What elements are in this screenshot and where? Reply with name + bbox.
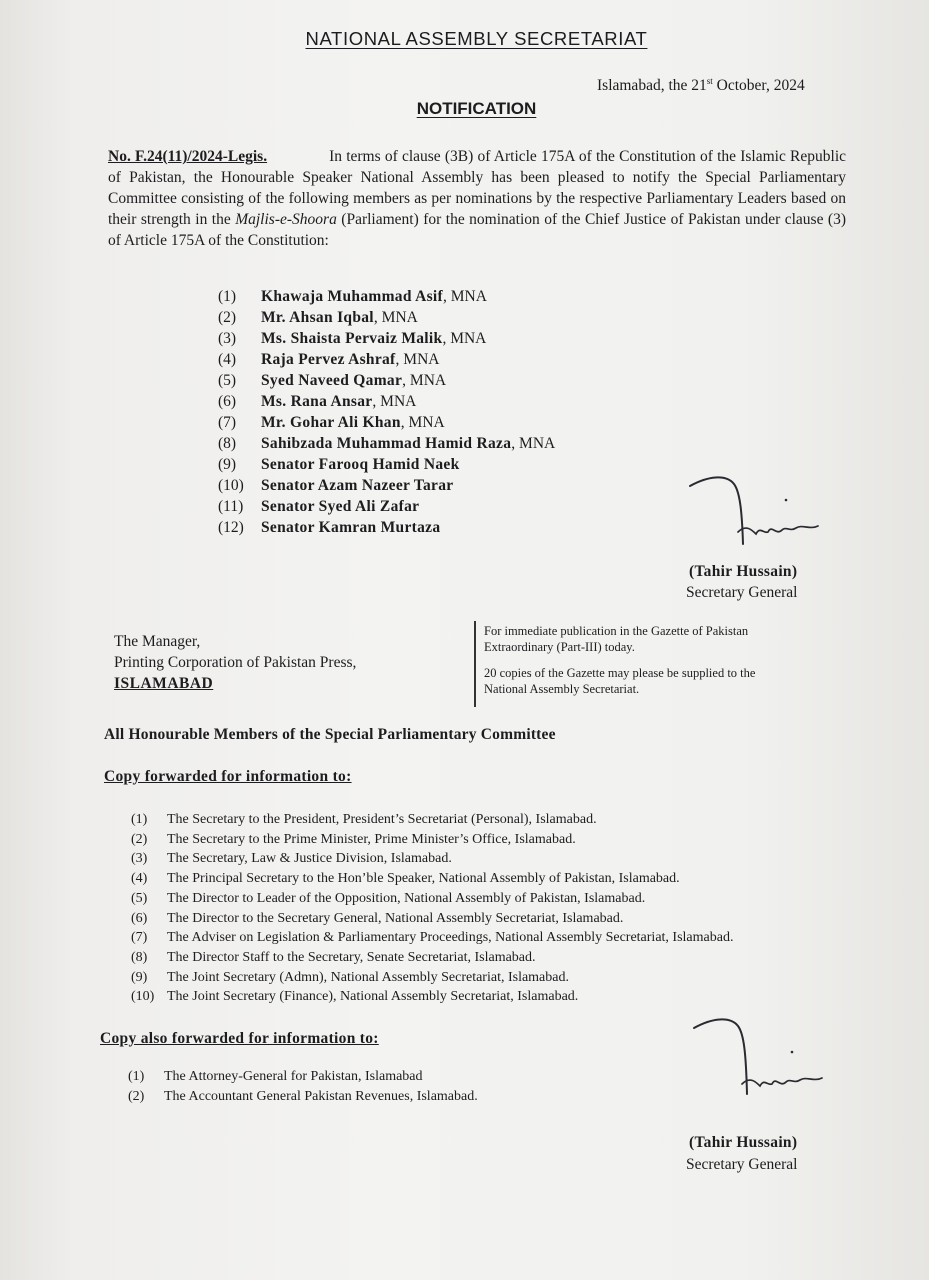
list-item: (9) The Joint Secretary (Admn), National Assembly Secretariat, Islamabad.: [131, 969, 569, 985]
list-item: (6) The Director to the Secretary General, National Assembly Secretariat, Islamabad.: [131, 910, 624, 926]
list-item: (2) The Accountant General Pakistan Revenues, Islamabad.: [128, 1088, 478, 1104]
list-item: (1) The Secretary to the President, President’s Secretariat (Personal), Islamabad.: [131, 812, 597, 827]
list-item: (8) The Director Staff to the Secretary, Senate Secretariat, Islamabad.: [131, 949, 536, 965]
list-item: (6) Ms. Rana Ansar , MNA: [218, 393, 417, 410]
date-suffix: st: [706, 76, 713, 86]
addressee-block: [114, 631, 356, 694]
signatory-title: Secretary General: [686, 584, 798, 601]
members-list: [218, 286, 555, 538]
addressee-line1: The Manager,: [114, 633, 201, 650]
list-item: (1) The Attorney-General for Pakistan, Islamabad: [128, 1069, 423, 1084]
body-text-2: (Parliament) for the nomination of the Chief Justice of Pakistan under clause (3) of Article 175A of the Constitution:: [108, 211, 846, 249]
copy-forwarded-heading: Copy forwarded for information to:: [104, 768, 352, 785]
members-line: All Honourable Members of the Special Parliamentary Committee: [104, 726, 556, 743]
list-item: (7) The Adviser on Legislation & Parliamentary Proceedings, National Assembly Secretariat, Islamabad.: [131, 930, 734, 946]
list-item: (10) Senator Azam Nazeer Tarar: [218, 477, 454, 494]
list-item: (3) The Secretary, Law & Justice Division, Islamabad.: [131, 851, 452, 867]
addressee-line2: Printing Corporation of Pakistan Press,: [114, 654, 357, 671]
list-item: (5) The Director to Leader of the Opposition, National Assembly of Pakistan, Islamabad.: [131, 890, 646, 906]
signatory-name: (Tahir Hussain): [689, 563, 798, 580]
addressee-city: ISLAMABAD: [114, 675, 214, 692]
date-prefix: Islamabad, the 21: [597, 77, 707, 95]
signature-image: [690, 1014, 830, 1104]
list-item: (5) Syed Naveed Qamar , MNA: [218, 372, 447, 389]
reference-number: No. F.24(11)/2024-Legis.: [108, 148, 268, 165]
list-item: (10) The Joint Secretary (Finance), National Assembly Secretariat, Islamabad.: [131, 989, 579, 1005]
copy-also-forwarded-heading: Copy also forwarded for information to:: [100, 1030, 379, 1047]
body-text-1: In terms of clause (3B) of Article 175A of the Constitution of the Islamic Republic of Pakistan, the Honourable Speaker National Assembly has been pleased to notify the Special Parliamentary Committee consisting of the following members as per nominations by the respective Parliamentary Leaders based on their strength in the: [108, 148, 847, 228]
list-item: (9) Senator Farooq Hamid Naek: [218, 456, 460, 473]
list-item: (3) Ms. Shaista Pervaiz Malik , MNA: [218, 330, 487, 347]
list-item: (7) Mr. Gohar Ali Khan , MNA: [218, 414, 445, 431]
list-item: (2) The Secretary to the Prime Minister, Prime Minister’s Office, Islamabad.: [131, 831, 576, 847]
signature-image: [686, 472, 826, 562]
list-item: (12) Senator Kamran Murtaza: [218, 519, 441, 536]
signatory-name: (Tahir Hussain): [689, 1134, 798, 1151]
copy-also-forwarded-list: [128, 1067, 478, 1106]
header-title: NATIONAL ASSEMBLY SECRETARIAT: [305, 28, 648, 49]
list-item: (8) Sahibzada Muhammad Hamid Raza , MNA: [218, 435, 556, 452]
publication-note: For immediate publication in the Gazette of Pakistan Extraordinary (Part-III) today. 20 copies of the Gazette may please be supplied to the National Assembly Secretariat.: [484, 624, 756, 696]
list-item: (1) Khawaja Muhammad Asif , MNA: [218, 288, 487, 305]
date-line: [597, 76, 805, 95]
list-item: (2) Mr. Ahsan Iqbal , MNA: [218, 309, 418, 326]
notification-heading: NOTIFICATION: [416, 99, 537, 118]
list-item: (4) Raja Pervez Ashraf , MNA: [218, 351, 440, 368]
date-rest: October, 2024: [712, 77, 805, 95]
body-text-italic: Majlis-e-Shoora: [235, 211, 337, 228]
signatory-title: Secretary General: [686, 1156, 798, 1173]
notification-body: [108, 146, 846, 251]
list-item: (11) Senator Syed Ali Zafar: [218, 498, 420, 515]
copy-forwarded-list: [131, 810, 733, 1007]
divider: [474, 621, 476, 707]
list-item: (4) The Principal Secretary to the Hon’ble Speaker, National Assembly of Pakistan, Islamabad.: [131, 871, 680, 887]
